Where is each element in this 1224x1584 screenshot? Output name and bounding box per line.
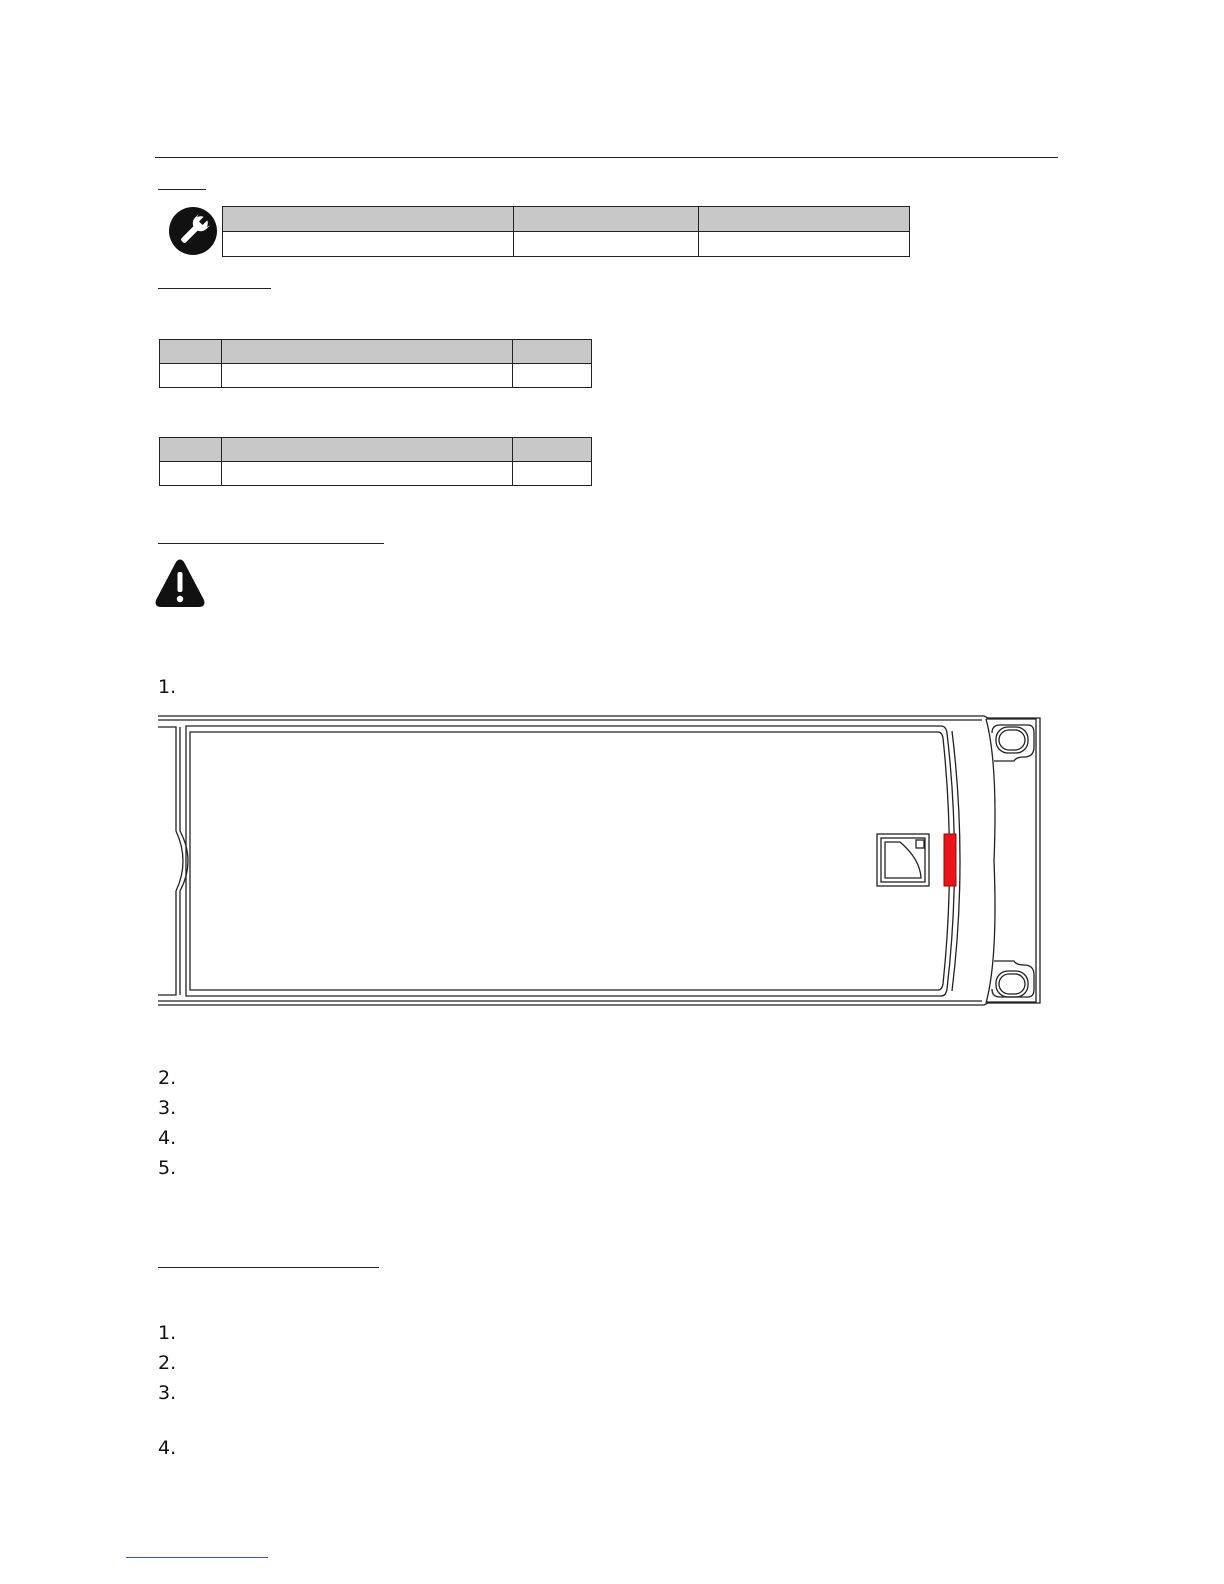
table-cell <box>513 364 592 388</box>
table-header-cell <box>514 207 699 232</box>
table-header-cell <box>222 340 513 364</box>
tools-table <box>222 206 910 257</box>
table-header-cell <box>160 438 222 462</box>
table-cell <box>223 232 514 257</box>
step-number: 5. <box>158 1157 177 1179</box>
table-header-cell <box>222 438 513 462</box>
step-number: 2. <box>158 1352 177 1374</box>
step-number: 3. <box>158 1097 177 1119</box>
table-cell <box>699 232 910 257</box>
step-number: 1. <box>158 676 177 698</box>
table-header-cell <box>513 340 592 364</box>
parts-table-1 <box>159 339 592 388</box>
table-cell <box>514 232 699 257</box>
table-cell <box>160 462 222 486</box>
table-cell <box>222 364 513 388</box>
parts-table-2 <box>159 437 592 486</box>
step-number: 3. <box>158 1382 177 1404</box>
table-header-cell <box>160 340 222 364</box>
section-heading-reassembly <box>158 1267 379 1268</box>
footer-link[interactable] <box>126 1557 268 1558</box>
table-cell <box>513 462 592 486</box>
section-heading-procedure <box>158 543 384 544</box>
table-header-cell <box>223 207 514 232</box>
table-header-cell <box>699 207 910 232</box>
step-number: 1. <box>158 1322 177 1344</box>
table-header-cell <box>513 438 592 462</box>
section-heading-tools <box>158 189 206 190</box>
header-rule <box>155 157 1058 158</box>
table-cell <box>160 364 222 388</box>
wrench-icon <box>167 206 219 256</box>
section-heading-parts <box>158 288 271 289</box>
step-number: 4. <box>158 1127 177 1149</box>
warning-icon <box>154 558 206 608</box>
table-cell <box>222 462 513 486</box>
device-front-panel <box>156 713 1044 1009</box>
step-number: 4. <box>158 1437 177 1459</box>
step-number: 2. <box>158 1067 177 1089</box>
